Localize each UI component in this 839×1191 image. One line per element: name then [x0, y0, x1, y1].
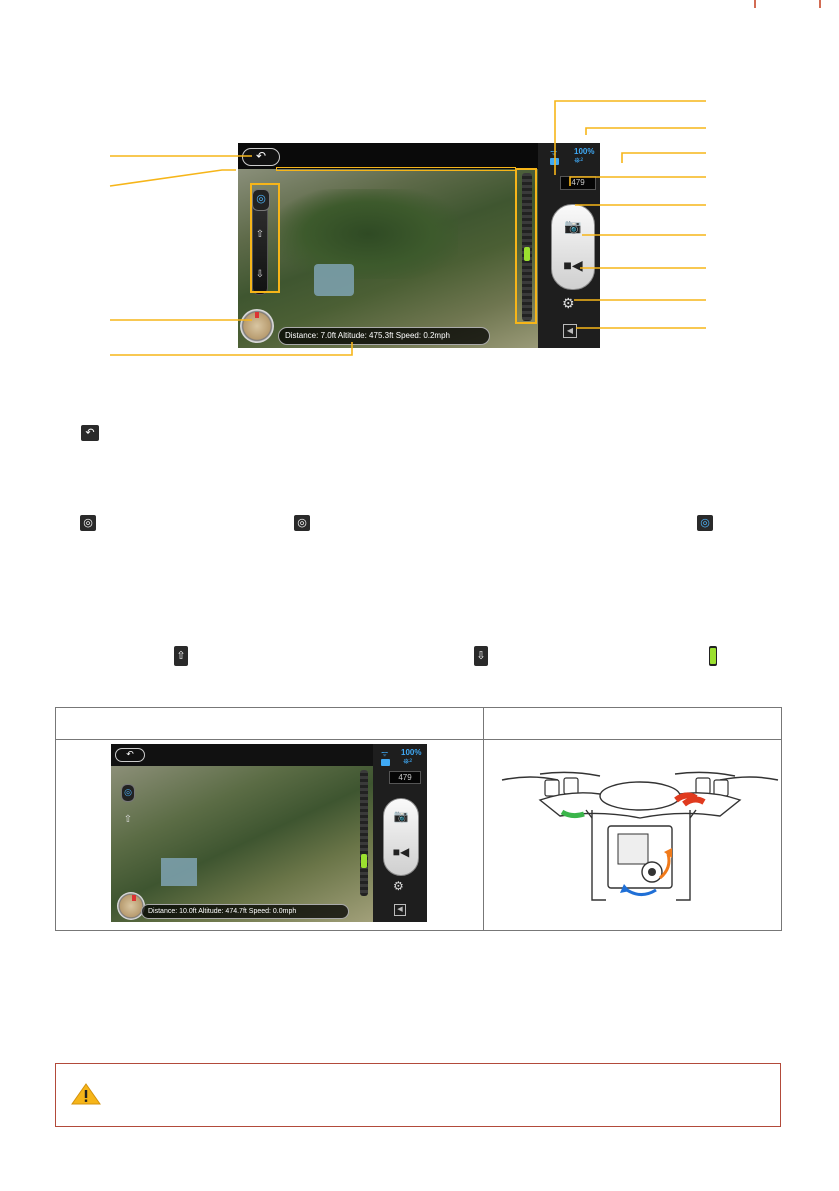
- down-arrow-icon: ⇩: [255, 269, 265, 280]
- drone-illustration: [500, 760, 780, 920]
- warning-triangle-icon: [71, 1082, 101, 1106]
- table-header-divider: [55, 739, 781, 740]
- down-arrow-icon: ⇩: [474, 646, 488, 666]
- battery-level-icon: [709, 646, 717, 666]
- camera-view: [111, 766, 373, 922]
- orb-off-icon: ◎: [80, 515, 96, 531]
- up-arrow-icon: ⇧: [123, 814, 133, 825]
- photo-counter: 479: [389, 771, 421, 784]
- altitude-level-indicator: [361, 854, 367, 868]
- video-record-button[interactable]: ■◀: [563, 257, 583, 273]
- lake-region: [161, 858, 197, 886]
- video-record-button[interactable]: ■◀: [392, 845, 410, 859]
- wifi-icon: ᯤ: [381, 749, 389, 758]
- satellite-icon: ⛯²: [574, 156, 584, 165]
- flight-status: Distance: 10.0ft Altitude: 474.7ft Speed: 0.0mph: [141, 904, 349, 919]
- orb-toggle-icon[interactable]: ◎: [252, 189, 270, 211]
- up-arrow-icon: ⇧: [174, 646, 188, 666]
- altitude-bar: [360, 770, 368, 896]
- collapse-button[interactable]: ◀: [394, 904, 406, 916]
- back-button[interactable]: ↶: [242, 148, 280, 166]
- callout-lines: [0, 0, 839, 380]
- message-icon[interactable]: [381, 759, 390, 766]
- collapse-button[interactable]: ◀: [563, 324, 577, 338]
- flight-status: Distance: 7.0ft Altitude: 475.3ft Speed: 0.2mph: [278, 327, 490, 345]
- orb-on-icon: ◎: [697, 515, 713, 531]
- table-thumbnail-screenshot: [111, 744, 427, 922]
- compass-icon: [117, 892, 145, 920]
- back-button[interactable]: ↶: [115, 748, 145, 762]
- photo-counter: 479: [560, 176, 596, 190]
- satellite-icon: ⛯²: [403, 757, 413, 766]
- settings-gear-icon[interactable]: ⚙: [562, 295, 575, 311]
- table-column-divider: [483, 707, 484, 930]
- back-arrow-icon: ↶: [81, 425, 99, 441]
- camera-shutter-button[interactable]: 📷: [393, 809, 409, 823]
- up-arrow-icon: ⇧: [255, 229, 265, 240]
- orb-toggle-icon[interactable]: ◎: [121, 784, 135, 802]
- battery-level: 100%: [401, 748, 422, 757]
- orb-off-icon: ◎: [294, 515, 310, 531]
- wifi-icon: ᯤ: [550, 148, 558, 157]
- right-panel: [373, 744, 427, 922]
- battery-level: 100%: [574, 147, 595, 156]
- settings-gear-icon[interactable]: ⚙: [393, 879, 404, 893]
- capture-capsule: [383, 798, 419, 876]
- camera-shutter-button[interactable]: 📷: [564, 218, 582, 234]
- warning-box: [55, 1063, 781, 1127]
